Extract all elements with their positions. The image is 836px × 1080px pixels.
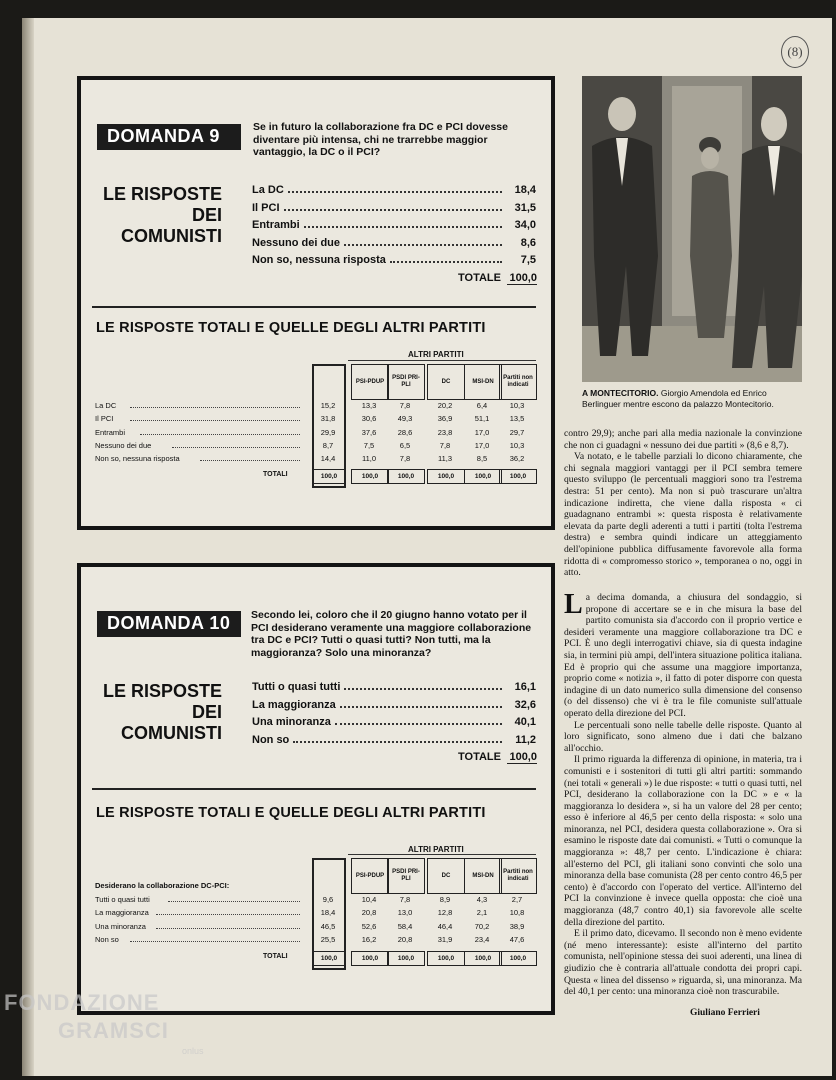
table-cell: 17,0 [474,427,490,437]
totali-cell: 100,0 [387,469,425,484]
totale-label: TOTALE [458,272,501,284]
table-cell: 17,0 [474,440,490,450]
totali-cell: 100,0 [313,469,345,484]
totali-cell: 100,0 [313,951,345,966]
dot-leader [156,928,300,929]
column-header: PSI-PDUP [351,858,389,894]
table-cell: 7,8 [399,895,411,904]
question-9-text: Se in futuro la collaborazione fra DC e PCI dovesse diventare più intensa, chi ne trarrebbe maggior vantaggio, la DC o il PCI? [253,121,508,158]
column-header: DC [427,364,465,400]
q9-answer-list [252,184,536,272]
question-9-label: DOMANDA 9 [97,124,241,150]
dot-leader [130,941,300,942]
dot-leader [130,407,300,408]
table-cell: 20,8 [397,934,413,944]
article-column-bottom [564,589,802,998]
author-signature: Giuliano Ferrieri [690,1008,760,1018]
table-cell: 10,3 [509,401,525,410]
table-cell: 36,9 [437,414,453,424]
q10-totale [458,751,537,764]
answer-label: Non so, nessuna risposta [252,254,386,266]
heading-line: DEI [191,205,222,225]
answer-value: 11,2 [515,733,536,746]
table-row-label: La maggioranza [95,908,149,918]
q10-table-heading: LE RISPOSTE TOTALI E QUELLE DEGLI ALTRI PARTITI [96,805,486,821]
table-cell: 31,9 [437,934,453,944]
totale-value: 100,0 [507,272,537,285]
photo-illustration [582,76,802,382]
table-row-label: Non so, nessuna risposta [95,454,180,464]
question-10-text: Secondo lei, coloro che il 20 giugno hanno votato per il PCI desiderano veramente una maggiore collaborazione tra DC e PCI? Tutti o quasi tutti? Non tutti, ma la maggioranza? Solo una minoranza? [251,609,532,659]
table-cell: 6,5 [399,440,411,450]
column-header: PSI-PDUP [351,364,389,400]
answer-row [252,237,536,255]
table-cell: 11,0 [361,454,377,464]
q10-communists-heading [90,681,222,744]
question-10-label: DOMANDA 10 [97,611,241,637]
table-row-label: Una minoranza [95,921,146,931]
article-paragraph: contro 29,9); anche pari alla media nazionale la convinzione che non ci guadagni « nessuno dei due partiti » (8,6 e 8,7). [564,428,802,451]
article-paragraph-text: a decima domanda, a chiusura del sondaggio, si propone di accertare se e in che misura la base del partito comunista sia d'accordo con il proprio vertice e desideri veramente una maggiore collaborazione tra DC e PCI. È uno degli interrogativi chiave, sia di questa indagine sia, in termini più ampi, dell'intera situazione politica italiana. Ed è proprio qui che assume una maggiore importanza, proprio come « notizia », il fatto di poter disporre con questa indagine di un dato numerico sulla dimensione del consenso (o del dissenso) che vi è tra le file comuniste sull'attuale operato della direzione del PCI. [564,592,802,719]
page-spine [22,18,34,1076]
table-row-label: La DC [95,401,117,410]
table-cell: 16,2 [361,934,377,944]
watermark-line-2: GRAMSCI [58,1018,169,1043]
table-row-label: Entrambi [95,427,126,437]
table-cell: 46,5 [320,921,336,931]
table-cell: 10,8 [509,908,525,918]
totali-cell: 100,0 [499,951,537,966]
table-cell: 36,2 [509,454,525,464]
column-header: Partiti non indicati [499,364,537,400]
q10-answer-list [252,681,536,751]
heading-line: LE RISPOSTE [102,681,222,701]
answer-row [252,219,536,237]
table-cell: 7,5 [363,440,375,450]
watermark-line-3: onlus [182,1046,204,1056]
heading-line: LE RISPOSTE [102,184,222,204]
table-cell: 51,1 [474,414,490,424]
table-cell: 13,0 [397,908,413,918]
heading-line: DEI [191,702,222,722]
article-paragraph [564,589,802,720]
totali-cell: 100,0 [427,469,465,484]
answer-row [252,716,536,734]
table-cell: 7,8 [399,401,411,410]
totali-cell: 100,0 [499,469,537,484]
column-header: MSI-DN [464,858,502,894]
totali-label: TOTALI [263,471,288,478]
table-cell: 23,8 [437,427,453,437]
answer-label: La DC [252,184,284,196]
q10-intro-label: Desiderano la collaborazione DC-PCI: [95,881,230,890]
answer-row [252,734,536,752]
photo-caption [582,388,806,410]
dot-leader [200,460,300,461]
article-paragraph: Va notato, e le tabelle parziali lo dicono chiaramente, che chi segnala maggiori vantaggi per il PCI sembra temere questo sviluppo (le percentuali maggiori sono tra l'estrema destra: 51 per cento). Ma non si può trascurare un'altra indicazione indiretta, che viene dalla risposta « ci guadagnano entrambi »: questa risposta è relativamente elevata da parte degli aderenti a tutti i partiti (tolta l'estrema destra) e sembra quindi indicare un atteggiamento dell'opinione pubblica diffusamente favorevole alla forma ridotta di « compromesso storico », temporanea o no, oggi in atto. [564,451,802,579]
table-cell: 8,9 [439,895,451,904]
answer-value: 34,0 [514,219,536,231]
table-cell: 37,6 [361,427,377,437]
column-header: DC [427,858,465,894]
totali-label: TOTALI [263,953,288,960]
totali-cell: 100,0 [387,951,425,966]
totale-value: 100,0 [507,751,537,764]
answer-value: 8,6 [520,236,536,249]
watermark-line-1: FONDAZIONE [4,990,160,1015]
table-cell: 46,4 [437,921,453,931]
q10-altri-partiti: ALTRI PARTITI [408,845,464,854]
table-cell: 4,3 [476,895,488,904]
table-cell: 7,8 [439,440,451,450]
caption-text: Giorgio Amendola ed Enrico Berlinguer mentre escono da palazzo Montecitorio. [582,388,774,409]
table-row-label: Il PCI [95,414,114,424]
table-cell: 6,4 [476,401,488,410]
heading-line: COMUNISTI [121,723,222,743]
totali-cell: 100,0 [351,951,389,966]
answer-value: 31,5 [514,201,536,214]
table-cell: 70,2 [474,921,490,931]
dot-leader [156,914,300,915]
answer-label: Una minoranza [252,716,331,728]
answer-row [252,184,536,202]
answer-row [252,681,536,699]
dot-leader [140,434,300,435]
column-header: Partiti non indicati [499,858,537,894]
table-cell: 58,4 [397,921,413,931]
heading-line: COMUNISTI [121,226,222,246]
q9-totale [458,272,537,285]
table-cell: 47,6 [509,934,525,944]
q9-communists-heading [90,184,222,247]
table-cell: 8,5 [476,454,488,464]
q9-table-heading: LE RISPOSTE TOTALI E QUELLE DEGLI ALTRI PARTITI [96,320,486,336]
answer-value: 7,5 [520,254,536,266]
article-paragraph: Le percentuali sono nelle tabelle delle risposte. Quanto al loro significato, sono almeno due i dati che balzano all'occhio. [564,719,802,754]
table-cell: 13,5 [509,414,525,424]
table-cell: 29,9 [320,427,336,437]
table-cell: 15,2 [320,401,336,410]
page-number: (8) [781,36,809,68]
answer-label: Non so [252,733,290,746]
table-cell: 38,9 [509,921,525,931]
table-row-label: Non so [95,934,119,944]
answer-row [252,202,536,220]
table-cell: 20,2 [437,401,453,410]
table-cell: 23,4 [474,934,490,944]
table-cell: 2,7 [511,895,523,904]
table-cell: 12,8 [437,908,453,918]
column-header: PSDI PRI-PLI [387,858,425,894]
divider [92,306,536,308]
answer-row [252,699,536,717]
answer-label: La maggioranza [252,698,336,711]
q9-altri-partiti: ALTRI PARTITI [408,350,464,359]
totali-cell: 100,0 [464,469,502,484]
answer-value: 40,1 [514,716,536,728]
table-cell: 52,6 [361,921,377,931]
table-row-label: Nessuno dei due [95,440,152,450]
table-cell: 30,6 [361,414,377,424]
answer-label: Entrambi [252,219,300,231]
table-row-label: Tutti o quasi tutti [95,895,150,904]
answer-value: 32,6 [514,698,536,711]
answer-value: 18,4 [514,184,536,196]
table-cell: 31,8 [320,414,336,424]
table-cell: 29,7 [509,427,525,437]
table-cell: 10,4 [361,895,377,904]
answer-row [252,254,536,272]
table-cell: 10,3 [509,440,525,450]
photo-montecitorio [582,76,802,382]
table-cell: 9,6 [322,895,334,904]
table-cell: 2,1 [476,908,488,918]
article-paragraph: E il primo dato, dicevamo. Il secondo non è meno evidente (né meno interessante): esiste all'interno del partito comunista, nell'opinione stessa dei suoi aderenti, una linea di giudizio che è contraria all'attuale condotta dei propri capi. Questa « linea del dissenso » riguarda, sì, una minoranza. Ma del 40,1 per cento: una minoranza cioè non trascurabile. [564,928,802,998]
column-header: MSI-DN [464,364,502,400]
table-cell: 14,4 [320,454,336,464]
totali-cell: 100,0 [427,951,465,966]
totali-cell: 100,0 [464,951,502,966]
table-rule [348,854,536,855]
table-cell: 25,5 [320,934,336,944]
answer-label: Il PCI [252,201,280,214]
totale-label: TOTALE [458,751,501,763]
table-cell: 28,6 [397,427,413,437]
table-cell: 8,7 [322,440,334,450]
table-cell: 49,3 [397,414,413,424]
answer-label: Tutti o quasi tutti [252,681,341,693]
table-cell: 18,4 [320,908,336,918]
table-cell: 13,3 [361,401,377,410]
dot-leader [168,901,300,902]
answer-value: 16,1 [514,681,536,693]
answer-label: Nessuno dei due [252,236,341,249]
article-paragraph: Il primo riguarda la differenza di opinione, in materia, tra i comunisti e i sostenitori di tutti gli altri partiti: sommando (nei totali « generali ») le due risposte: « tutti o quasi tutti, nel PCI, desiderano la collaborazione con la DC » e « la maggioranza lo desidera », si ha un valore del 28 per cento; esso è inferiore al 46,5 per cento della risposta: « solo una minoranza, nel PCI, desidera questa collaborazione ». Ora si esamino le risposte date dai comunisti. « Tutti o comunque la maggioranza »: 48,7 per cento. L'indicazione è chiara: all'esterno del PCI, gli italiani sono convinti che solo una minoranza della base comunista (28 per cento contro 46,5 per cento) è d'accordo con l'operato del vertice. All'interno del PCI la convinzione è invece quella opposta: che cioè una maggioranza (48,7 contro 40,1) sia favorevole alle scelte della direzione del partito. [564,754,802,928]
divider [92,788,536,790]
column-header: PSDI PRI-PLI [387,364,425,400]
dot-leader [172,447,300,448]
dot-leader [130,420,300,421]
totali-cell: 100,0 [351,469,389,484]
article-column-top [564,428,802,579]
table-cell: 11,3 [437,454,453,464]
caption-bold: A MONTECITORIO. [582,388,659,398]
table-cell: 7,8 [399,454,411,464]
drop-cap: L [564,589,583,620]
table-cell: 20,8 [361,908,377,918]
table-rule [348,360,536,361]
